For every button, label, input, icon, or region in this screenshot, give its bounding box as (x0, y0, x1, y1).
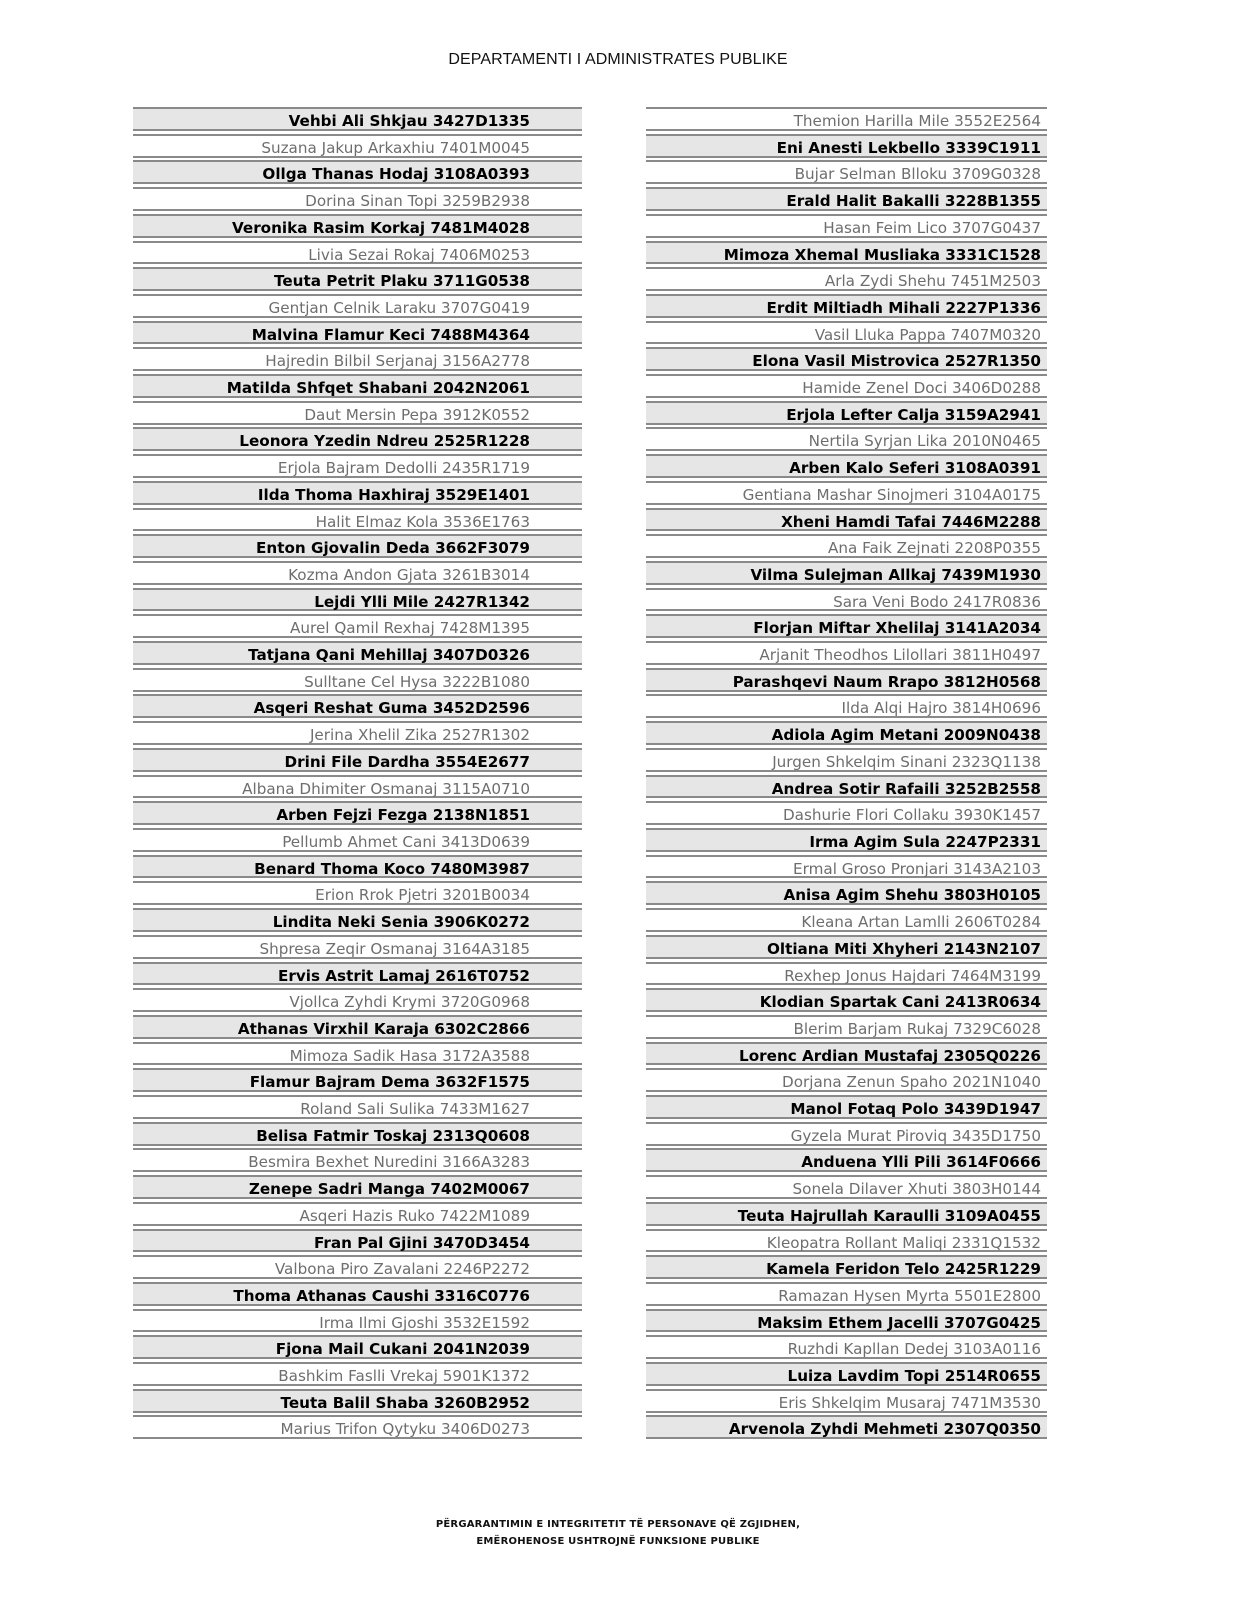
name-entry-row: Themion Harilla Mile 3552E2564 (646, 107, 1047, 131)
name-entry-row: Irma Ilmi Gjoshi 3532E1592 (133, 1309, 582, 1333)
name-entry-row: Lindita Neki Senia 3906K0272 (133, 908, 582, 932)
name-entry-row: Kozma Andon Gjata 3261B3014 (133, 561, 582, 585)
name-entry-row: Erjola Lefter Calja 3159A2941 (646, 401, 1047, 425)
name-entry-row: Hamide Zenel Doci 3406D0288 (646, 374, 1047, 398)
name-entry-row: Arvenola Zyhdi Mehmeti 2307Q0350 (646, 1415, 1047, 1439)
name-entry-row: Eni Anesti Lekbello 3339C1911 (646, 134, 1047, 158)
name-entry-row: Bujar Selman Blloku 3709G0328 (646, 160, 1047, 184)
name-entry-row: Mimoza Xhemal Musliaka 3331C1528 (646, 241, 1047, 265)
name-entry-row: Rexhep Jonus Hajdari 7464M3199 (646, 962, 1047, 986)
name-entry-row: Kamela Feridon Telo 2425R1229 (646, 1255, 1047, 1279)
name-entry-row: Vilma Sulejman Allkaj 7439M1930 (646, 561, 1047, 585)
name-entry-row: Ramazan Hysen Myrta 5501E2800 (646, 1282, 1047, 1306)
name-entry-row: Eris Shkelqim Musaraj 7471M3530 (646, 1389, 1047, 1413)
name-entry-row: Teuta Hajrullah Karaulli 3109A0455 (646, 1202, 1047, 1226)
footer-line-2: EMËROHENOSE USHTROJNË FUNKSIONE PUBLIKE (476, 1536, 760, 1547)
name-entry-row: Klodian Spartak Cani 2413R0634 (646, 988, 1047, 1012)
page-title: DEPARTAMENTI I ADMINISTRATES PUBLIKE (448, 51, 788, 68)
name-entry-row: Ilda Alqi Hajro 3814H0696 (646, 694, 1047, 718)
name-entry-row: Lorenc Ardian Mustafaj 2305Q0226 (646, 1042, 1047, 1066)
name-entry-row: Adiola Agim Metani 2009N0438 (646, 721, 1047, 745)
name-entry-row: Athanas Virxhil Karaja 6302C2866 (133, 1015, 582, 1039)
name-entry-row: Jurgen Shkelqim Sinani 2323Q1138 (646, 748, 1047, 772)
name-entry-row: Andrea Sotir Rafaili 3252B2558 (646, 775, 1047, 799)
name-entry-row: Aurel Qamil Rexhaj 7428M1395 (133, 614, 582, 638)
name-entry-row: Arla Zydi Shehu 7451M2503 (646, 267, 1047, 291)
name-entry-row: Gentjan Celnik Laraku 3707G0419 (133, 294, 582, 318)
name-entry-row: Erjola Bajram Dedolli 2435R1719 (133, 454, 582, 478)
name-entry-row: Bashkim Faslli Vrekaj 5901K1372 (133, 1362, 582, 1386)
name-entry-row: Xheni Hamdi Tafai 7446M2288 (646, 508, 1047, 532)
name-entry-row: Livia Sezai Rokaj 7406M0253 (133, 241, 582, 265)
name-entry-row: Valbona Piro Zavalani 2246P2272 (133, 1255, 582, 1279)
name-entry-row: Benard Thoma Koco 7480M3987 (133, 855, 582, 879)
name-entry-row: Manol Fotaq Polo 3439D1947 (646, 1095, 1047, 1119)
name-entry-row: Erdit Miltiadh Mihali 2227P1336 (646, 294, 1047, 318)
name-entry-row: Ilda Thoma Haxhiraj 3529E1401 (133, 481, 582, 505)
name-entry-row: Fran Pal Gjini 3470D3454 (133, 1229, 582, 1253)
name-entry-row: Suzana Jakup Arkaxhiu 7401M0045 (133, 134, 582, 158)
name-entry-row: Roland Sali Sulika 7433M1627 (133, 1095, 582, 1119)
right-name-column (646, 107, 1047, 1442)
name-entry-row: Nertila Syrjan Lika 2010N0465 (646, 427, 1047, 451)
name-entry-row: Ermal Groso Pronjari 3143A2103 (646, 855, 1047, 879)
name-entry-row: Dorina Sinan Topi 3259B2938 (133, 187, 582, 211)
name-entry-row: Teuta Petrit Plaku 3711G0538 (133, 267, 582, 291)
name-entry-row: Besmira Bexhet Nuredini 3166A3283 (133, 1148, 582, 1172)
name-entry-row: Dorjana Zenun Spaho 2021N1040 (646, 1068, 1047, 1092)
name-entry-row: Enton Gjovalin Deda 3662F3079 (133, 534, 582, 558)
name-entry-row: Marius Trifon Qytyku 3406D0273 (133, 1415, 582, 1439)
name-entry-row: Malvina Flamur Keci 7488M4364 (133, 321, 582, 345)
name-entry-row: Gentiana Mashar Sinojmeri 3104A0175 (646, 481, 1047, 505)
name-entry-row: Erald Halit Bakalli 3228B1355 (646, 187, 1047, 211)
name-entry-row: Sonela Dilaver Xhuti 3803H0144 (646, 1175, 1047, 1199)
name-entry-row: Belisa Fatmir Toskaj 2313Q0608 (133, 1122, 582, 1146)
name-entry-row: Hasan Feim Lico 3707G0437 (646, 214, 1047, 238)
name-entry-row: Kleopatra Rollant Maliqi 2331Q1532 (646, 1229, 1047, 1253)
name-entry-row: Thoma Athanas Caushi 3316C0776 (133, 1282, 582, 1306)
name-entry-row: Flamur Bajram Dema 3632F1575 (133, 1068, 582, 1092)
name-entry-row: Tatjana Qani Mehillaj 3407D0326 (133, 641, 582, 665)
name-entry-row: Asqeri Hazis Ruko 7422M1089 (133, 1202, 582, 1226)
name-entry-row: Matilda Shfqet Shabani 2042N2061 (133, 374, 582, 398)
name-entry-row: Jerina Xhelil Zika 2527R1302 (133, 721, 582, 745)
name-entry-row: Asqeri Reshat Guma 3452D2596 (133, 694, 582, 718)
page-footer (0, 1516, 1236, 1550)
name-entry-row: Ollga Thanas Hodaj 3108A0393 (133, 160, 582, 184)
name-entry-row: Fjona Mail Cukani 2041N2039 (133, 1335, 582, 1359)
name-entry-row: Veronika Rasim Korkaj 7481M4028 (133, 214, 582, 238)
name-entry-row: Leonora Yzedin Ndreu 2525R1228 (133, 427, 582, 451)
name-entry-row: Anisa Agim Shehu 3803H0105 (646, 881, 1047, 905)
name-entry-row: Ruzhdi Kapllan Dedej 3103A0116 (646, 1335, 1047, 1359)
name-entry-row: Oltiana Miti Xhyheri 2143N2107 (646, 935, 1047, 959)
footer-line-1: PËRGARANTIMIN E INTEGRITETIT TË PERSONAVE QË ZGJIDHEN, (435, 1519, 801, 1530)
name-entry-row: Shpresa Zeqir Osmanaj 3164A3185 (133, 935, 582, 959)
name-entry-row: Arben Kalo Seferi 3108A0391 (646, 454, 1047, 478)
name-entry-row: Blerim Barjam Rukaj 7329C6028 (646, 1015, 1047, 1039)
name-entry-row: Elona Vasil Mistrovica 2527R1350 (646, 347, 1047, 371)
name-entry-row: Irma Agim Sula 2247P2331 (646, 828, 1047, 852)
name-entry-row: Maksim Ethem Jacelli 3707G0425 (646, 1309, 1047, 1333)
name-entry-row: Erion Rrok Pjetri 3201B0034 (133, 881, 582, 905)
name-entry-row: Gyzela Murat Piroviq 3435D1750 (646, 1122, 1047, 1146)
name-entry-row: Anduena Ylli Pili 3614F0666 (646, 1148, 1047, 1172)
name-entry-row: Ana Faik Zejnati 2208P0355 (646, 534, 1047, 558)
name-entry-row: Zenepe Sadri Manga 7402M0067 (133, 1175, 582, 1199)
left-name-column (133, 107, 582, 1442)
name-entry-row: Luiza Lavdim Topi 2514R0655 (646, 1362, 1047, 1386)
name-entry-row: Daut Mersin Pepa 3912K0552 (133, 401, 582, 425)
name-entry-row: Sulltane Cel Hysa 3222B1080 (133, 668, 582, 692)
name-entry-row: Arben Fejzi Fezga 2138N1851 (133, 801, 582, 825)
name-entry-row: Ervis Astrit Lamaj 2616T0752 (133, 962, 582, 986)
name-entry-row: Sara Veni Bodo 2417R0836 (646, 588, 1047, 612)
name-entry-row: Mimoza Sadik Hasa 3172A3588 (133, 1042, 582, 1066)
name-entry-row: Lejdi Ylli Mile 2427R1342 (133, 588, 582, 612)
name-entry-row: Arjanit Theodhos Lilollari 3811H0497 (646, 641, 1047, 665)
name-entry-row: Hajredin Bilbil Serjanaj 3156A2778 (133, 347, 582, 371)
name-entry-row: Florjan Miftar Xhelilaj 3141A2034 (646, 614, 1047, 638)
name-entry-row: Vehbi Ali Shkjau 3427D1335 (133, 107, 582, 131)
name-entry-row: Teuta Balil Shaba 3260B2952 (133, 1389, 582, 1413)
name-entry-row: Kleana Artan Lamlli 2606T0284 (646, 908, 1047, 932)
name-entry-row: Vasil Lluka Pappa 7407M0320 (646, 321, 1047, 345)
name-entry-row: Parashqevi Naum Rrapo 3812H0568 (646, 668, 1047, 692)
name-entry-row: Albana Dhimiter Osmanaj 3115A0710 (133, 775, 582, 799)
name-entry-row: Pellumb Ahmet Cani 3413D0639 (133, 828, 582, 852)
name-entry-row: Drini File Dardha 3554E2677 (133, 748, 582, 772)
name-entry-row: Halit Elmaz Kola 3536E1763 (133, 508, 582, 532)
name-entry-row: Dashurie Flori Collaku 3930K1457 (646, 801, 1047, 825)
name-entry-row: Vjollca Zyhdi Krymi 3720G0968 (133, 988, 582, 1012)
